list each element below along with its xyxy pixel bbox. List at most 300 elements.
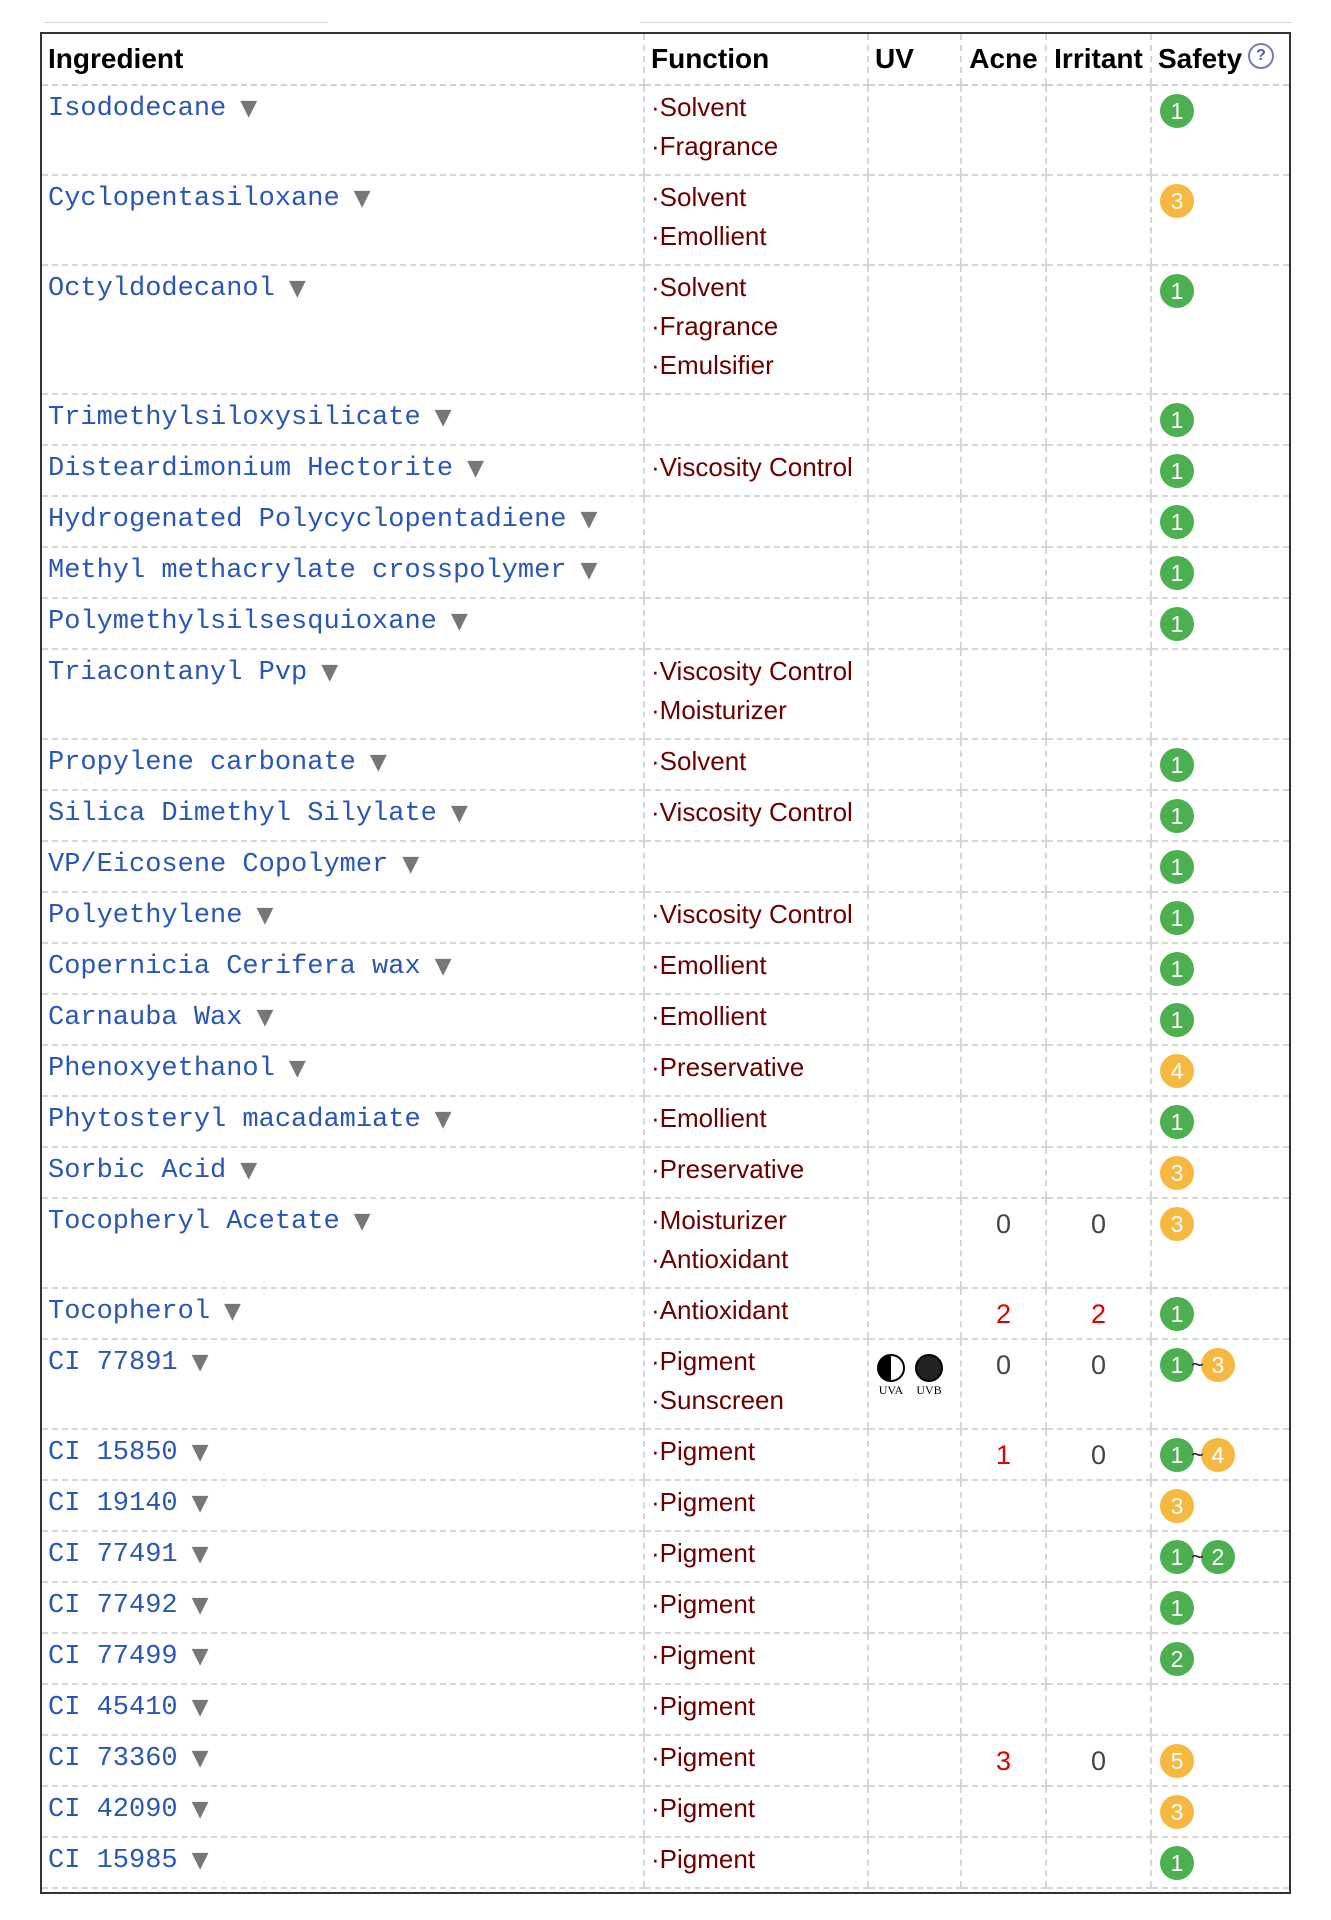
safety-cell	[1151, 1684, 1289, 1735]
table-row	[42, 1684, 1289, 1735]
ingredient-link[interactable]: CI 77891	[48, 1348, 178, 1378]
acne-score	[961, 649, 1046, 739]
ingredient-cell	[42, 841, 644, 892]
safety-badge: 1	[1160, 1591, 1194, 1625]
safety-badge: 1	[1160, 1540, 1194, 1574]
ingredient-link[interactable]: Hydrogenated Polycyclopentadiene	[48, 505, 567, 535]
acne-score	[961, 1837, 1046, 1888]
table-row	[42, 994, 1289, 1045]
function-cell	[644, 1684, 868, 1735]
acne-score	[961, 1786, 1046, 1837]
safety-cell	[1151, 649, 1289, 739]
safety-cell	[1151, 1096, 1289, 1147]
safety-badge: 5	[1160, 1744, 1194, 1778]
safety-cell	[1151, 1837, 1289, 1888]
function-item	[651, 1291, 861, 1330]
function-label: Antioxidant	[659, 1244, 789, 1274]
uv-cell	[868, 1198, 961, 1288]
expand-arrow-icon[interactable]: ▼	[434, 954, 452, 979]
function-cell	[644, 739, 868, 790]
ingredient-cell	[42, 943, 644, 994]
irritant-score	[1046, 994, 1151, 1045]
table-row	[42, 85, 1289, 175]
function-label: Pigment	[659, 1589, 756, 1619]
table-row	[42, 841, 1289, 892]
expand-arrow-icon[interactable]: ▼	[256, 1005, 274, 1030]
expand-arrow-icon[interactable]: ▼	[321, 660, 339, 685]
function-label: Emulsifier	[659, 350, 774, 380]
irritant-score	[1046, 547, 1151, 598]
ingredient-cell	[42, 790, 644, 841]
safety-cell	[1151, 1288, 1289, 1339]
safety-cell	[1151, 1045, 1289, 1096]
safety-badge: 1	[1160, 274, 1194, 308]
table-row	[42, 265, 1289, 394]
safety-cell	[1151, 598, 1289, 649]
uvb-icon-circle	[915, 1354, 943, 1382]
acne-score: 0	[961, 1198, 1046, 1288]
expand-arrow-icon[interactable]: ▼	[191, 1746, 209, 1771]
function-label: Pigment	[659, 1346, 756, 1376]
function-item	[651, 742, 861, 781]
bullet-icon: ·	[651, 899, 660, 929]
bullet-icon: ·	[651, 272, 660, 302]
function-cell	[644, 1288, 868, 1339]
acne-score: 1	[961, 1429, 1046, 1480]
expand-arrow-icon[interactable]: ▼	[580, 507, 598, 532]
function-item	[651, 895, 861, 934]
ingredient-link[interactable]: CI 45410	[48, 1693, 178, 1723]
uv-cell	[868, 1480, 961, 1531]
column-header-safety-cell	[1151, 34, 1289, 85]
function-item	[651, 1381, 861, 1420]
bullet-icon: ·	[651, 656, 660, 686]
top-rule-right	[640, 22, 1292, 23]
uv-cell	[868, 790, 961, 841]
irritant-score	[1046, 1582, 1151, 1633]
irritant-score	[1046, 394, 1151, 445]
expand-arrow-icon[interactable]: ▼	[434, 1107, 452, 1132]
ingredient-link[interactable]: CI 73360	[48, 1744, 178, 1774]
expand-arrow-icon[interactable]: ▼	[191, 1542, 209, 1567]
function-label: Moisturizer	[659, 1205, 787, 1235]
expand-arrow-icon[interactable]: ▼	[191, 1593, 209, 1618]
uv-cell	[868, 1147, 961, 1198]
function-cell	[644, 1096, 868, 1147]
help-icon[interactable]: ?	[1248, 43, 1274, 69]
bullet-icon: ·	[651, 950, 660, 980]
table-row	[42, 1045, 1289, 1096]
safety-badge: 1	[1160, 1105, 1194, 1139]
bullet-icon: ·	[651, 350, 660, 380]
safety-cell	[1151, 1786, 1289, 1837]
ingredient-link[interactable]: Polyethylene	[48, 901, 243, 931]
acne-score	[961, 841, 1046, 892]
expand-arrow-icon[interactable]: ▼	[191, 1695, 209, 1720]
ingredient-cell	[42, 1735, 644, 1786]
expand-arrow-icon[interactable]: ▼	[450, 609, 468, 634]
safety-cell	[1151, 1531, 1289, 1582]
function-item	[651, 793, 861, 832]
acne-score	[961, 943, 1046, 994]
expand-arrow-icon[interactable]: ▼	[191, 1848, 209, 1873]
irritant-score: 0	[1046, 1198, 1151, 1288]
safety-cell	[1151, 1480, 1289, 1531]
irritant-score	[1046, 1480, 1151, 1531]
irritant-score	[1046, 265, 1151, 394]
safety-badge: 4	[1201, 1438, 1235, 1472]
ingredient-link[interactable]: Phenoxyethanol	[48, 1054, 275, 1084]
function-label: Antioxidant	[659, 1295, 789, 1325]
acne-score	[961, 1633, 1046, 1684]
acne-score	[961, 547, 1046, 598]
safety-badge: 1	[1160, 556, 1194, 590]
table-row	[42, 496, 1289, 547]
column-header-ingredient: Ingredient	[42, 34, 644, 85]
function-cell	[644, 1339, 868, 1429]
acne-score	[961, 892, 1046, 943]
expand-arrow-icon[interactable]: ▼	[191, 1797, 209, 1822]
uv-cell	[868, 445, 961, 496]
safety-cell	[1151, 265, 1289, 394]
safety-badge: 2	[1201, 1540, 1235, 1574]
table-row	[42, 1633, 1289, 1684]
table-row	[42, 394, 1289, 445]
function-label: Solvent	[659, 746, 747, 776]
function-label: Emollient	[659, 1001, 767, 1031]
safety-badge: 1	[1160, 952, 1194, 986]
bullet-icon: ·	[651, 1640, 660, 1670]
ingredient-cell	[42, 496, 644, 547]
irritant-score	[1046, 1786, 1151, 1837]
expand-arrow-icon[interactable]: ▼	[580, 558, 598, 583]
function-cell	[644, 943, 868, 994]
safety-cell	[1151, 1147, 1289, 1198]
acne-score	[961, 1582, 1046, 1633]
ingredient-cell	[42, 1288, 644, 1339]
safety-badge: 1	[1160, 1297, 1194, 1331]
expand-arrow-icon[interactable]: ▼	[353, 186, 371, 211]
ingredient-link[interactable]: Polymethylsilsesquioxane	[48, 607, 437, 637]
uv-cell	[868, 1684, 961, 1735]
function-label: Sunscreen	[659, 1385, 784, 1415]
acne-score	[961, 85, 1046, 175]
ingredient-link[interactable]: Disteardimonium Hectorite	[48, 454, 454, 484]
function-item	[651, 346, 861, 385]
irritant-score	[1046, 496, 1151, 547]
ingredient-cell	[42, 1147, 644, 1198]
table-row	[42, 175, 1289, 265]
function-item	[651, 1150, 861, 1189]
function-cell	[644, 1147, 868, 1198]
ingredient-table	[42, 34, 1289, 1889]
ingredient-cell	[42, 649, 644, 739]
function-item	[651, 1687, 861, 1726]
safety-badge: 1	[1160, 1003, 1194, 1037]
acne-score	[961, 175, 1046, 265]
acne-score	[961, 994, 1046, 1045]
safety-cell	[1151, 1582, 1289, 1633]
acne-score: 0	[961, 1339, 1046, 1429]
function-label: Pigment	[659, 1742, 756, 1772]
ingredient-link[interactable]: Methyl methacrylate crosspolymer	[48, 556, 567, 586]
function-cell	[644, 649, 868, 739]
ingredient-link[interactable]: CI 77491	[48, 1540, 178, 1570]
table-header-row	[42, 34, 1289, 85]
ingredient-link[interactable]: Tocopheryl Acetate	[48, 1207, 340, 1237]
bullet-icon: ·	[651, 746, 660, 776]
function-item	[651, 127, 861, 166]
safety-badge: 3	[1160, 1489, 1194, 1523]
function-cell	[644, 598, 868, 649]
table-row	[42, 1147, 1289, 1198]
bullet-icon: ·	[651, 1538, 660, 1568]
function-cell	[644, 994, 868, 1045]
uv-cell	[868, 496, 961, 547]
expand-arrow-icon[interactable]: ▼	[467, 456, 484, 481]
table-row	[42, 1429, 1289, 1480]
bullet-icon: ·	[651, 1052, 660, 1082]
acne-score	[961, 739, 1046, 790]
ingredient-link[interactable]: Sorbic Acid	[48, 1156, 227, 1186]
ingredient-link[interactable]: Phytosteryl macadamiate	[48, 1105, 421, 1135]
acne-score	[961, 265, 1046, 394]
safety-badge: 1	[1160, 1348, 1194, 1382]
safety-badge: 1	[1160, 850, 1194, 884]
uv-cell	[868, 1339, 961, 1429]
safety-cell	[1151, 790, 1289, 841]
table-row	[42, 1288, 1289, 1339]
bullet-icon: ·	[651, 1844, 660, 1874]
irritant-score	[1046, 943, 1151, 994]
function-cell	[644, 1582, 868, 1633]
function-item	[651, 1585, 861, 1624]
ingredient-cell	[42, 394, 644, 445]
expand-arrow-icon[interactable]: ▼	[288, 1056, 306, 1081]
safety-cell	[1151, 1735, 1289, 1786]
function-item	[651, 1342, 861, 1381]
irritant-score	[1046, 598, 1151, 649]
expand-arrow-icon[interactable]: ▼	[434, 405, 452, 430]
uv-cell	[868, 649, 961, 739]
function-item	[651, 1738, 861, 1777]
irritant-score	[1046, 1045, 1151, 1096]
safety-badge: 2	[1160, 1642, 1194, 1676]
expand-arrow-icon[interactable]: ▼	[240, 96, 258, 121]
function-label: Pigment	[659, 1844, 756, 1874]
expand-arrow-icon[interactable]: ▼	[402, 852, 420, 877]
function-item	[651, 448, 861, 487]
function-label: Solvent	[659, 182, 747, 212]
expand-arrow-icon[interactable]: ▼	[191, 1440, 209, 1465]
ingredient-link[interactable]: Isododecane	[48, 94, 227, 124]
ingredient-cell	[42, 1531, 644, 1582]
safety-cell	[1151, 943, 1289, 994]
column-header-safety: Safety	[1158, 43, 1243, 74]
safety-badge: 3	[1160, 1795, 1194, 1829]
irritant-score: 0	[1046, 1339, 1151, 1429]
function-item	[651, 178, 861, 217]
ingredient-link[interactable]: Cyclopentasiloxane	[48, 184, 340, 214]
safety-cell	[1151, 1198, 1289, 1288]
ingredient-cell	[42, 1684, 644, 1735]
expand-arrow-icon[interactable]: ▼	[288, 276, 306, 301]
expand-arrow-icon[interactable]: ▼	[224, 1299, 241, 1324]
bullet-icon: ·	[651, 1793, 660, 1823]
expand-arrow-icon[interactable]: ▼	[256, 903, 274, 928]
ingredient-link[interactable]: CI 15850	[48, 1438, 178, 1468]
expand-arrow-icon[interactable]: ▼	[353, 1209, 371, 1234]
expand-arrow-icon[interactable]: ▼	[369, 750, 387, 775]
irritant-score	[1046, 445, 1151, 496]
function-cell	[644, 1480, 868, 1531]
safety-badge: 3	[1160, 1156, 1194, 1190]
irritant-score	[1046, 1837, 1151, 1888]
function-label: Emollient	[659, 1103, 767, 1133]
uva-icon-circle	[877, 1354, 905, 1382]
safety-cell	[1151, 175, 1289, 265]
function-cell	[644, 265, 868, 394]
table-row	[42, 598, 1289, 649]
irritant-score	[1046, 1684, 1151, 1735]
uv-cell	[868, 1582, 961, 1633]
bullet-icon: ·	[651, 92, 660, 122]
table-row	[42, 649, 1289, 739]
uv-icons	[875, 1348, 954, 1398]
ingredient-cell	[42, 445, 644, 496]
ingredient-link[interactable]: Carnauba Wax	[48, 1003, 243, 1033]
expand-arrow-icon[interactable]: ▼	[240, 1158, 258, 1183]
ingredient-link[interactable]: CI 77499	[48, 1642, 178, 1672]
uv-cell	[868, 85, 961, 175]
safety-badge: 4	[1160, 1054, 1194, 1088]
safety-cell	[1151, 1339, 1289, 1429]
acne-score	[961, 1096, 1046, 1147]
ingredient-cell	[42, 265, 644, 394]
range-tilde: ~	[1191, 1544, 1204, 1569]
acne-score: 3	[961, 1735, 1046, 1786]
function-cell	[644, 547, 868, 598]
safety-badge: 1	[1160, 1438, 1194, 1472]
ingredient-link[interactable]: Trimethylsiloxysilicate	[48, 403, 421, 433]
ingredient-cell	[42, 1096, 644, 1147]
function-label: Solvent	[659, 92, 747, 122]
function-item	[651, 691, 861, 730]
table-row	[42, 892, 1289, 943]
ingredient-cell	[42, 547, 644, 598]
function-item	[651, 1432, 861, 1471]
function-label: Viscosity Control	[659, 797, 853, 827]
function-item	[651, 997, 861, 1036]
function-cell	[644, 445, 868, 496]
column-header-function: Function	[644, 34, 868, 85]
acne-score	[961, 1684, 1046, 1735]
range-tilde: ~	[1191, 1352, 1204, 1377]
function-label: Emollient	[659, 950, 767, 980]
function-label: Viscosity Control	[659, 656, 853, 686]
ingredient-link[interactable]: CI 42090	[48, 1795, 178, 1825]
ingredient-cell	[42, 1633, 644, 1684]
bullet-icon: ·	[651, 1346, 660, 1376]
function-item	[651, 1048, 861, 1087]
uv-cell	[868, 598, 961, 649]
ingredient-link[interactable]: CI 19140	[48, 1489, 178, 1519]
function-label: Emollient	[659, 221, 767, 251]
ingredient-cell	[42, 1198, 644, 1288]
ingredient-link[interactable]: Copernicia Cerifera wax	[48, 952, 421, 982]
irritant-score	[1046, 790, 1151, 841]
safety-badge: 1	[1160, 1846, 1194, 1880]
irritant-score	[1046, 892, 1151, 943]
ingredient-link[interactable]: CI 15985	[48, 1846, 178, 1876]
ingredient-link[interactable]: Octyldodecanol	[48, 274, 275, 304]
function-cell	[644, 175, 868, 265]
table-row	[42, 547, 1289, 598]
ingredient-cell	[42, 739, 644, 790]
expand-arrow-icon[interactable]: ▼	[450, 801, 468, 826]
ingredient-link[interactable]: VP/Eicosene Copolymer	[48, 850, 389, 880]
irritant-score	[1046, 1096, 1151, 1147]
expand-arrow-icon[interactable]: ▼	[191, 1350, 209, 1375]
bullet-icon: ·	[651, 695, 660, 725]
expand-arrow-icon[interactable]: ▼	[191, 1491, 209, 1516]
bullet-icon: ·	[651, 1487, 660, 1517]
ingredient-link[interactable]: Silica Dimethyl Silylate	[48, 799, 437, 829]
ingredient-link[interactable]: Tocopherol	[48, 1297, 211, 1327]
irritant-score	[1046, 841, 1151, 892]
ingredient-link[interactable]: Propylene carbonate	[48, 748, 356, 778]
table-row	[42, 1837, 1289, 1888]
ingredient-link[interactable]: Triacontanyl Pvp	[48, 658, 308, 688]
function-cell	[644, 892, 868, 943]
table-row	[42, 1339, 1289, 1429]
table-row	[42, 1531, 1289, 1582]
uv-cell	[868, 943, 961, 994]
function-label: Preservative	[659, 1052, 805, 1082]
uv-cell	[868, 1633, 961, 1684]
function-item	[651, 1099, 861, 1138]
bullet-icon: ·	[651, 1436, 660, 1466]
function-cell	[644, 790, 868, 841]
ingredient-link[interactable]: CI 77492	[48, 1591, 178, 1621]
irritant-score	[1046, 175, 1151, 265]
uvb-icon-label: UVB	[916, 1383, 942, 1397]
bullet-icon: ·	[651, 1001, 660, 1031]
safety-badge: 1	[1160, 901, 1194, 935]
function-cell	[644, 496, 868, 547]
irritant-score: 0	[1046, 1429, 1151, 1480]
uv-cell	[868, 1096, 961, 1147]
uv-cell	[868, 841, 961, 892]
uvb-icon	[915, 1354, 943, 1398]
function-label: Moisturizer	[659, 695, 787, 725]
expand-arrow-icon[interactable]: ▼	[191, 1644, 209, 1669]
uv-cell	[868, 175, 961, 265]
function-item	[651, 1201, 861, 1240]
ingredient-cell	[42, 892, 644, 943]
function-label: Preservative	[659, 1154, 805, 1184]
safety-badge: 1	[1160, 454, 1194, 488]
uv-cell	[868, 1045, 961, 1096]
bullet-icon: ·	[651, 452, 660, 482]
function-item	[651, 1483, 861, 1522]
ingredient-table-frame	[40, 32, 1291, 1894]
uv-cell	[868, 265, 961, 394]
function-cell	[644, 394, 868, 445]
function-label: Fragrance	[659, 131, 779, 161]
uv-cell	[868, 1429, 961, 1480]
bullet-icon: ·	[651, 1691, 660, 1721]
